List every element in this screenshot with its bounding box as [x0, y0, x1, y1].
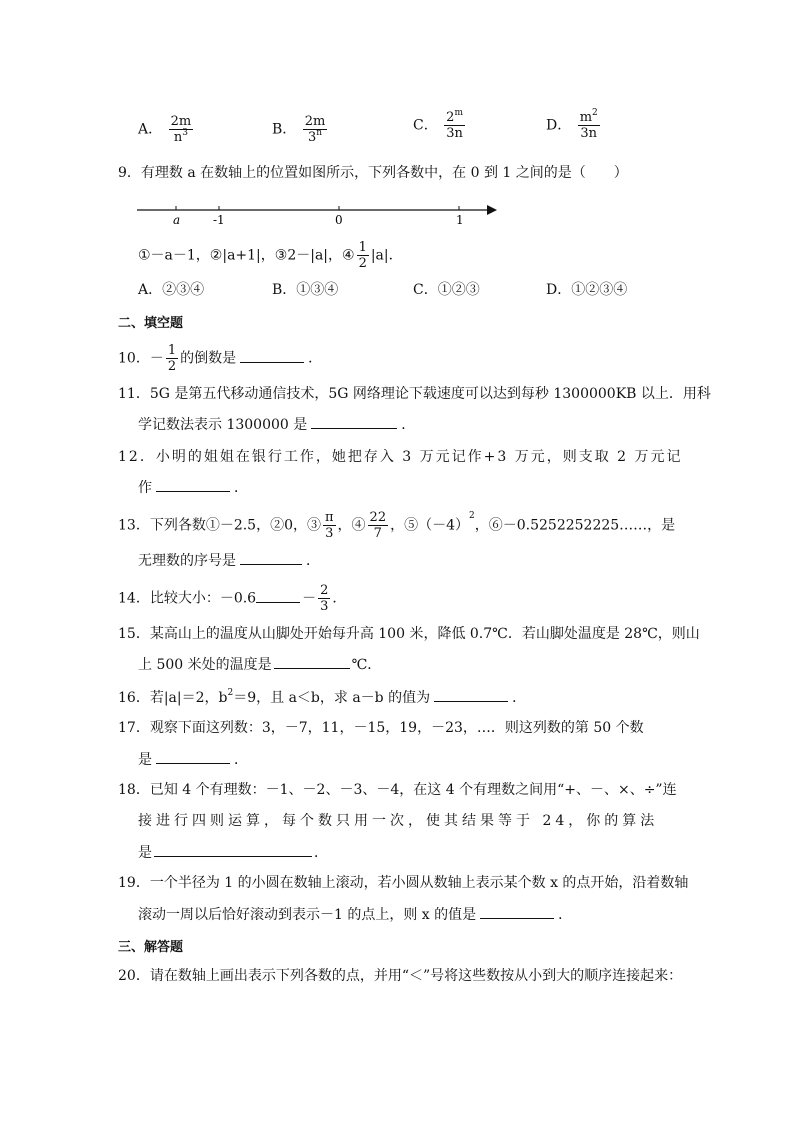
q8-a-fraction: $\frac{2m}{n^3}$ [170, 114, 192, 145]
q13-blank [240, 550, 302, 565]
q11-blank [311, 414, 397, 429]
label-neg1: -1 [213, 213, 225, 227]
q12-line2: 作 ． [138, 477, 248, 498]
q9-option-d: D．①②③④ [546, 282, 628, 298]
q8-d-fraction: $\frac{m^2}{3n}$ [579, 108, 598, 141]
q9-option-a: A．②③④ [138, 282, 205, 298]
q9-question: 9．有理数 a 在数轴上的位置如图所示，下列各数中，在 0 到 1 之间的是（ ） [118, 165, 628, 181]
q14: 14．比较大小：－0.6 － $\frac{2}{3}$ ． [118, 583, 347, 614]
q9-items: ①－a－1，②|a+1|，③2－|a|，④ $\frac{1}{2}$ |a|． [138, 240, 403, 271]
q14-fraction: $\frac{2}{3}$ [320, 583, 329, 614]
q9-half-fraction: $\frac{1}{2}$ [358, 240, 367, 271]
q16-blank [434, 687, 508, 702]
q8-option-d: D． $\frac{m^2}{3n}$ [546, 108, 598, 141]
q8-option-a: A． $\frac{2m}{n^3}$ [138, 114, 192, 145]
q10-blank [240, 348, 304, 363]
q19-blank [480, 904, 554, 919]
q18-line1: 18．已知 4 个有理数：－1、－2、－3、－4，在这 4 个有理数之间用“+、－、×、÷”连 [118, 782, 677, 798]
q15-line2: 上 500 米处的温度是 ℃． [138, 654, 381, 675]
q9-number-line [135, 200, 505, 228]
q13-line1: 13．下列各数①－2.5，②0，③ $\frac{\pi}{3}$ ，④ $\frac{22}{7}$ ，$⑤(-4)^2$，⑥－0.5252252225……，是 [118, 510, 676, 541]
q13-line2: 无理数的序号是 ． [138, 550, 320, 571]
q17-line2: 是 ． [138, 749, 248, 770]
q19-line1: 19．一个半径为 1 的小圆在数轴上滚动，若小圆从数轴上表示某个数 x 的点开始，沿着数轴 [118, 875, 689, 891]
q17-blank [156, 749, 230, 764]
section-fill-in: 二、填空题 [118, 316, 184, 331]
q13-22-7-fraction: $\frac{22}{7}$ [369, 510, 387, 541]
q10: 10．－ $\frac{1}{2}$ 的倒数是 ． [118, 343, 323, 374]
q19-line2: 滚动一周以后恰好滚动到表示－1 的点上，则 x 的值是 ． [138, 904, 572, 925]
q8-option-c: C． $\frac{2^m}{3n}$ [413, 108, 463, 141]
q18-line2: 接进行四则运算，每个数只用一次，使其结果等于 24，你的算法 [138, 813, 659, 829]
q8-c-fraction: $\frac{2^m}{3n}$ [446, 108, 463, 141]
q12-blank [156, 477, 230, 492]
q14-blank [256, 588, 300, 603]
label-a: a [173, 213, 181, 227]
q12-line1: 12．小明的姐姐在银行工作，她把存入 3 万元记作+3 万元，则支取 2 万元记 [118, 449, 683, 465]
q16: 16．若|a|＝2，$b^2=9$，且 a＜b，求 a－b 的值为 ． [118, 688, 527, 706]
q18-line3: 是 ． [138, 842, 328, 863]
q18-blank [154, 842, 312, 857]
q15-blank [274, 654, 350, 669]
q8-b-fraction: $\frac{2m}{3^n}$ [304, 114, 326, 145]
section-solve: 三、解答题 [118, 940, 184, 955]
q15-line1: 15．某高山上的温度从山脚处开始每升高 100 米，降低 0.7℃．若山脚处温度是 28℃，则山 [118, 626, 700, 642]
label-0: 0 [335, 213, 343, 227]
q13-pi-fraction: $\frac{\pi}{3}$ [325, 510, 334, 541]
q20: 20．请在数轴上画出表示下列各数的点，并用“＜”号将这些数按从小到大的顺序连接起来： [118, 968, 683, 984]
q9-option-b: B．①③④ [272, 282, 339, 298]
label-1: 1 [456, 213, 464, 227]
q11-line1: 11．5G 是第五代移动通信技术，5G 网络理论下载速度可以达到每秒 1300000KB 以上．用科 [118, 386, 711, 402]
q8-option-b: B． $\frac{2m}{3^n}$ [272, 114, 326, 145]
q17-line1: 17．观察下面这列数：3，－7，11，－15，19，－23，…．则这列数的第 50 个数 [118, 720, 644, 736]
q10-fraction: $\frac{1}{2}$ [167, 343, 177, 374]
q9-option-c: C．①②③ [413, 282, 480, 298]
q11-line2: 学记数法表示 1300000 是 ． [138, 414, 415, 435]
